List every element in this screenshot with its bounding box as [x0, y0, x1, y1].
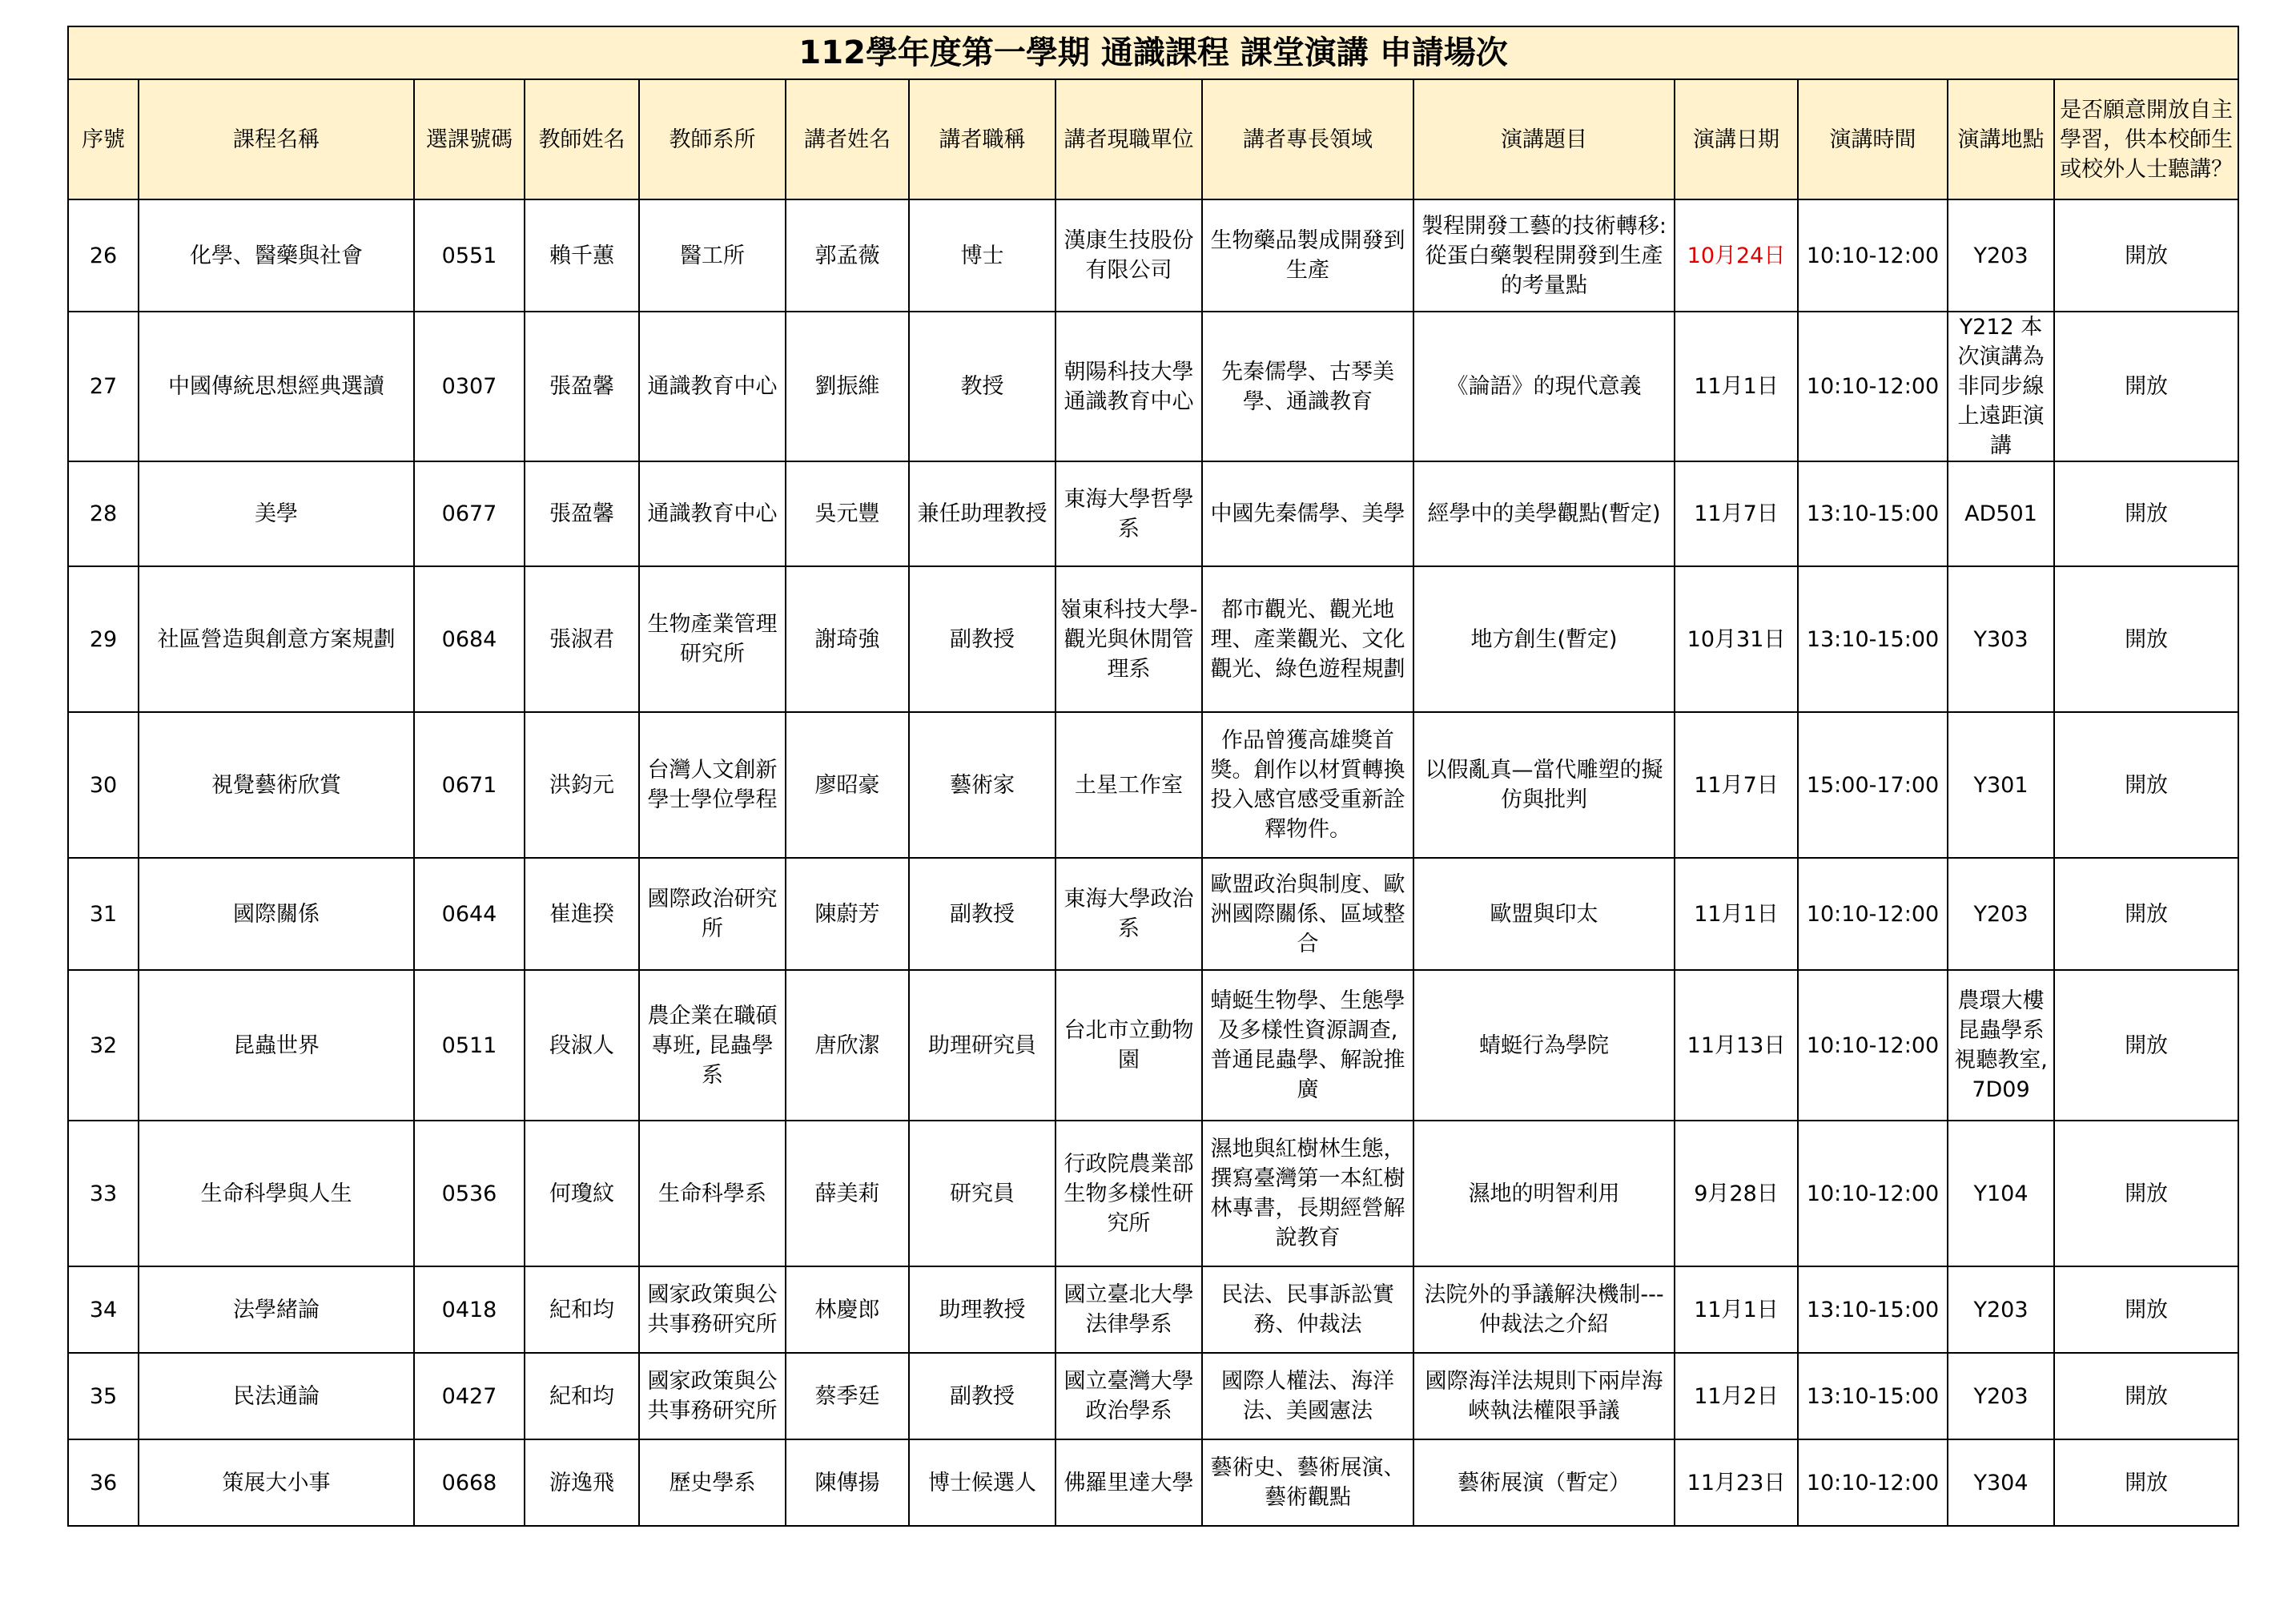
course-code-cell: 0644 — [414, 858, 525, 970]
course-name-cell: 民法通論 — [139, 1353, 414, 1439]
speaker-name-cell: 劉振維 — [786, 312, 909, 461]
serial-cell: 34 — [68, 1266, 139, 1353]
lecture-date-cell: 10月31日 — [1675, 566, 1798, 712]
speaker-name-cell: 郭孟薇 — [786, 199, 909, 312]
speaker-name-cell: 吳元豐 — [786, 461, 909, 566]
course-name-cell: 化學、醫藥與社會 — [139, 199, 414, 312]
speaker-name-cell: 唐欣潔 — [786, 970, 909, 1121]
speaker-field-cell: 作品曾獲高雄獎首獎。創作以材質轉換投入感官感受重新詮釋物件。 — [1202, 712, 1413, 858]
open-status-cell: 開放 — [2054, 712, 2238, 858]
speaker-unit-cell: 嶺東科技大學-觀光與休閒管理系 — [1056, 566, 1202, 712]
speaker-unit-cell: 東海大學政治系 — [1056, 858, 1202, 970]
lecture-place-cell: Y203 — [1948, 1353, 2054, 1439]
lecture-time-cell: 10:10-12:00 — [1798, 312, 1948, 461]
lecture-time-cell: 10:10-12:00 — [1798, 970, 1948, 1121]
lecture-date-cell: 11月1日 — [1675, 1266, 1798, 1353]
speaker-name-cell: 陳傳揚 — [786, 1439, 909, 1526]
column-header: 選課號碼 — [414, 79, 525, 199]
speaker-unit-cell: 朝陽科技大學通識教育中心 — [1056, 312, 1202, 461]
lecture-place-cell: Y104 — [1948, 1121, 2054, 1266]
course-name-cell: 視覺藝術欣賞 — [139, 712, 414, 858]
open-status-cell: 開放 — [2054, 199, 2238, 312]
table-body — [68, 199, 2238, 1526]
course-code-cell: 0427 — [414, 1353, 525, 1439]
lecture-date-cell: 10月24日 — [1675, 199, 1798, 312]
speaker-field-cell: 民法、民事訴訟實務、仲裁法 — [1202, 1266, 1413, 1353]
course-code-cell: 0307 — [414, 312, 525, 461]
speaker-title-cell: 教授 — [909, 312, 1056, 461]
column-header: 演講地點 — [1948, 79, 2054, 199]
course-code-cell: 0677 — [414, 461, 525, 566]
teacher-name-cell: 張淑君 — [525, 566, 639, 712]
lecture-date-cell: 11月7日 — [1675, 712, 1798, 858]
teacher-dept-cell: 醫工所 — [639, 199, 786, 312]
teacher-name-cell: 張盈馨 — [525, 312, 639, 461]
lecture-topic-cell: 以假亂真—當代雕塑的擬仿與批判 — [1413, 712, 1675, 858]
serial-cell: 35 — [68, 1353, 139, 1439]
lecture-time-cell: 13:10-15:00 — [1798, 1266, 1948, 1353]
lecture-place-cell: Y203 — [1948, 199, 2054, 312]
table-row — [68, 566, 2238, 712]
open-status-cell: 開放 — [2054, 1439, 2238, 1526]
speaker-field-cell: 濕地與紅樹林生態，撰寫臺灣第一本紅樹林專書，長期經營解說教育 — [1202, 1121, 1413, 1266]
column-header: 演講時間 — [1798, 79, 1948, 199]
lecture-time-cell: 10:10-12:00 — [1798, 1439, 1948, 1526]
lecture-date-cell: 11月1日 — [1675, 312, 1798, 461]
lecture-time-cell: 15:00-17:00 — [1798, 712, 1948, 858]
speaker-unit-cell: 台北市立動物園 — [1056, 970, 1202, 1121]
speaker-name-cell: 林慶郎 — [786, 1266, 909, 1353]
teacher-name-cell: 游逸飛 — [525, 1439, 639, 1526]
lecture-time-cell: 10:10-12:00 — [1798, 858, 1948, 970]
speaker-title-cell: 博士候選人 — [909, 1439, 1056, 1526]
table-row — [68, 1439, 2238, 1526]
course-code-cell: 0684 — [414, 566, 525, 712]
column-header: 講者現職單位 — [1056, 79, 1202, 199]
open-status-cell: 開放 — [2054, 1266, 2238, 1353]
column-header: 是否願意開放自主學習，供本校師生或校外人士聽講？ — [2054, 79, 2238, 199]
course-name-cell: 中國傳統思想經典選讀 — [139, 312, 414, 461]
lecture-place-cell: Y203 — [1948, 1266, 2054, 1353]
column-header: 演講題目 — [1413, 79, 1675, 199]
table-row — [68, 970, 2238, 1121]
open-status-cell: 開放 — [2054, 970, 2238, 1121]
lecture-time-cell: 10:10-12:00 — [1798, 1121, 1948, 1266]
lecture-topic-cell: 歐盟與印太 — [1413, 858, 1675, 970]
teacher-dept-cell: 通識教育中心 — [639, 461, 786, 566]
teacher-name-cell: 賴千蕙 — [525, 199, 639, 312]
speaker-field-cell: 中國先秦儒學、美學 — [1202, 461, 1413, 566]
serial-cell: 36 — [68, 1439, 139, 1526]
open-status-cell: 開放 — [2054, 566, 2238, 712]
course-name-cell: 社區營造與創意方案規劃 — [139, 566, 414, 712]
speaker-title-cell: 兼任助理教授 — [909, 461, 1056, 566]
speaker-field-cell: 都市觀光、觀光地理、產業觀光、文化觀光、綠色遊程規劃 — [1202, 566, 1413, 712]
speaker-name-cell: 廖昭豪 — [786, 712, 909, 858]
speaker-unit-cell: 國立臺北大學法律學系 — [1056, 1266, 1202, 1353]
speaker-field-cell: 藝術史、藝術展演、藝術觀點 — [1202, 1439, 1413, 1526]
course-name-cell: 策展大小事 — [139, 1439, 414, 1526]
open-status-cell: 開放 — [2054, 1353, 2238, 1439]
lecture-topic-cell: 濕地的明智利用 — [1413, 1121, 1675, 1266]
open-status-cell: 開放 — [2054, 461, 2238, 566]
table-row — [68, 312, 2238, 461]
serial-cell: 33 — [68, 1121, 139, 1266]
lecture-topic-cell: 蜻蜓行為學院 — [1413, 970, 1675, 1121]
teacher-dept-cell: 國家政策與公共事務研究所 — [639, 1353, 786, 1439]
lecture-date-cell: 11月13日 — [1675, 970, 1798, 1121]
serial-cell: 28 — [68, 461, 139, 566]
table-row — [68, 858, 2238, 970]
course-name-cell: 法學緒論 — [139, 1266, 414, 1353]
column-header: 講者專長領域 — [1202, 79, 1413, 199]
teacher-dept-cell: 生物產業管理研究所 — [639, 566, 786, 712]
speaker-title-cell: 副教授 — [909, 858, 1056, 970]
course-code-cell: 0671 — [414, 712, 525, 858]
speaker-title-cell: 博士 — [909, 199, 1056, 312]
speaker-title-cell: 副教授 — [909, 1353, 1056, 1439]
lecture-topic-cell: 法院外的爭議解決機制---仲裁法之介紹 — [1413, 1266, 1675, 1353]
serial-cell: 31 — [68, 858, 139, 970]
course-code-cell: 0551 — [414, 199, 525, 312]
speaker-unit-cell: 土星工作室 — [1056, 712, 1202, 858]
speaker-unit-cell: 佛羅里達大學 — [1056, 1439, 1202, 1526]
lecture-date-cell: 11月1日 — [1675, 858, 1798, 970]
lecture-place-cell: Y203 — [1948, 858, 2054, 970]
open-status-cell: 開放 — [2054, 858, 2238, 970]
teacher-dept-cell: 歷史學系 — [639, 1439, 786, 1526]
lecture-place-cell: 農環大樓昆蟲學系視聽教室, 7D09 — [1948, 970, 2054, 1121]
speaker-field-cell: 歐盟政治與制度、歐洲國際關係、區域整合 — [1202, 858, 1413, 970]
lecture-topic-cell: 藝術展演（暫定） — [1413, 1439, 1675, 1526]
lecture-date-cell: 9月28日 — [1675, 1121, 1798, 1266]
speaker-field-cell: 先秦儒學、古琴美學、通識教育 — [1202, 312, 1413, 461]
lecture-topic-cell: 國際海洋法規則下兩岸海峽執法權限爭議 — [1413, 1353, 1675, 1439]
lecture-time-cell: 13:10-15:00 — [1798, 566, 1948, 712]
table-row — [68, 1266, 2238, 1353]
column-header: 教師系所 — [639, 79, 786, 199]
course-name-cell: 生命科學與人生 — [139, 1121, 414, 1266]
lecture-topic-cell: 《論語》的現代意義 — [1413, 312, 1675, 461]
speaker-unit-cell: 漢康生技股份有限公司 — [1056, 199, 1202, 312]
teacher-name-cell: 紀和均 — [525, 1266, 639, 1353]
speaker-unit-cell: 國立臺灣大學政治學系 — [1056, 1353, 1202, 1439]
teacher-dept-cell: 台灣人文創新學士學位學程 — [639, 712, 786, 858]
teacher-name-cell: 張盈馨 — [525, 461, 639, 566]
serial-cell: 30 — [68, 712, 139, 858]
speaker-title-cell: 藝術家 — [909, 712, 1056, 858]
speaker-title-cell: 副教授 — [909, 566, 1056, 712]
lecture-table — [67, 26, 2239, 1527]
table-row — [68, 461, 2238, 566]
column-header: 演講日期 — [1675, 79, 1798, 199]
speaker-field-cell: 蜻蜓生物學、生態學及多樣性資源調查, 普通昆蟲學、解說推廣 — [1202, 970, 1413, 1121]
speaker-title-cell: 助理教授 — [909, 1266, 1056, 1353]
column-header: 教師姓名 — [525, 79, 639, 199]
lecture-date-cell: 11月23日 — [1675, 1439, 1798, 1526]
lecture-schedule-sheet — [67, 26, 2234, 1527]
course-name-cell: 國際關係 — [139, 858, 414, 970]
lecture-place-cell: Y304 — [1948, 1439, 2054, 1526]
teacher-name-cell: 崔進揆 — [525, 858, 639, 970]
speaker-field-cell: 生物藥品製成開發到生產 — [1202, 199, 1413, 312]
serial-cell: 26 — [68, 199, 139, 312]
lecture-place-cell: Y212 本次演講為非同步線上遠距演講 — [1948, 312, 2054, 461]
lecture-date-cell: 11月7日 — [1675, 461, 1798, 566]
speaker-title-cell: 研究員 — [909, 1121, 1056, 1266]
table-row — [68, 1353, 2238, 1439]
column-header: 序號 — [68, 79, 139, 199]
lecture-time-cell: 13:10-15:00 — [1798, 461, 1948, 566]
lecture-place-cell: Y303 — [1948, 566, 2054, 712]
teacher-name-cell: 何瓊紋 — [525, 1121, 639, 1266]
lecture-time-cell: 10:10-12:00 — [1798, 199, 1948, 312]
open-status-cell: 開放 — [2054, 312, 2238, 461]
lecture-topic-cell: 製程開發工藝的技術轉移:從蛋白藥製程開發到生產的考量點 — [1413, 199, 1675, 312]
course-name-cell: 美學 — [139, 461, 414, 566]
speaker-title-cell: 助理研究員 — [909, 970, 1056, 1121]
teacher-name-cell: 紀和均 — [525, 1353, 639, 1439]
speaker-name-cell: 謝琦強 — [786, 566, 909, 712]
teacher-dept-cell: 生命科學系 — [639, 1121, 786, 1266]
serial-cell: 29 — [68, 566, 139, 712]
speaker-unit-cell: 東海大學哲學系 — [1056, 461, 1202, 566]
speaker-unit-cell: 行政院農業部生物多樣性研究所 — [1056, 1121, 1202, 1266]
open-status-cell: 開放 — [2054, 1121, 2238, 1266]
lecture-time-cell: 13:10-15:00 — [1798, 1353, 1948, 1439]
column-header: 課程名稱 — [139, 79, 414, 199]
table-row — [68, 199, 2238, 312]
lecture-place-cell: Y301 — [1948, 712, 2054, 858]
teacher-name-cell: 洪鈞元 — [525, 712, 639, 858]
speaker-name-cell: 陳蔚芳 — [786, 858, 909, 970]
table-row — [68, 1121, 2238, 1266]
course-name-cell: 昆蟲世界 — [139, 970, 414, 1121]
page-title: 112學年度第一學期 通識課程 課堂演講 申請場次 — [68, 26, 2238, 79]
lecture-date-cell: 11月2日 — [1675, 1353, 1798, 1439]
teacher-name-cell: 段淑人 — [525, 970, 639, 1121]
header-row — [68, 79, 2238, 199]
teacher-dept-cell: 國際政治研究所 — [639, 858, 786, 970]
table-row — [68, 712, 2238, 858]
teacher-dept-cell: 通識教育中心 — [639, 312, 786, 461]
course-code-cell: 0536 — [414, 1121, 525, 1266]
lecture-topic-cell: 經學中的美學觀點(暫定) — [1413, 461, 1675, 566]
column-header: 講者姓名 — [786, 79, 909, 199]
teacher-dept-cell: 農企業在職碩專班, 昆蟲學系 — [639, 970, 786, 1121]
course-code-cell: 0511 — [414, 970, 525, 1121]
teacher-dept-cell: 國家政策與公共事務研究所 — [639, 1266, 786, 1353]
lecture-topic-cell: 地方創生(暫定) — [1413, 566, 1675, 712]
speaker-name-cell: 蔡季廷 — [786, 1353, 909, 1439]
column-header: 講者職稱 — [909, 79, 1056, 199]
course-code-cell: 0668 — [414, 1439, 525, 1526]
serial-cell: 32 — [68, 970, 139, 1121]
lecture-place-cell: AD501 — [1948, 461, 2054, 566]
serial-cell: 27 — [68, 312, 139, 461]
course-code-cell: 0418 — [414, 1266, 525, 1353]
speaker-name-cell: 薛美莉 — [786, 1121, 909, 1266]
speaker-field-cell: 國際人權法、海洋法、美國憲法 — [1202, 1353, 1413, 1439]
